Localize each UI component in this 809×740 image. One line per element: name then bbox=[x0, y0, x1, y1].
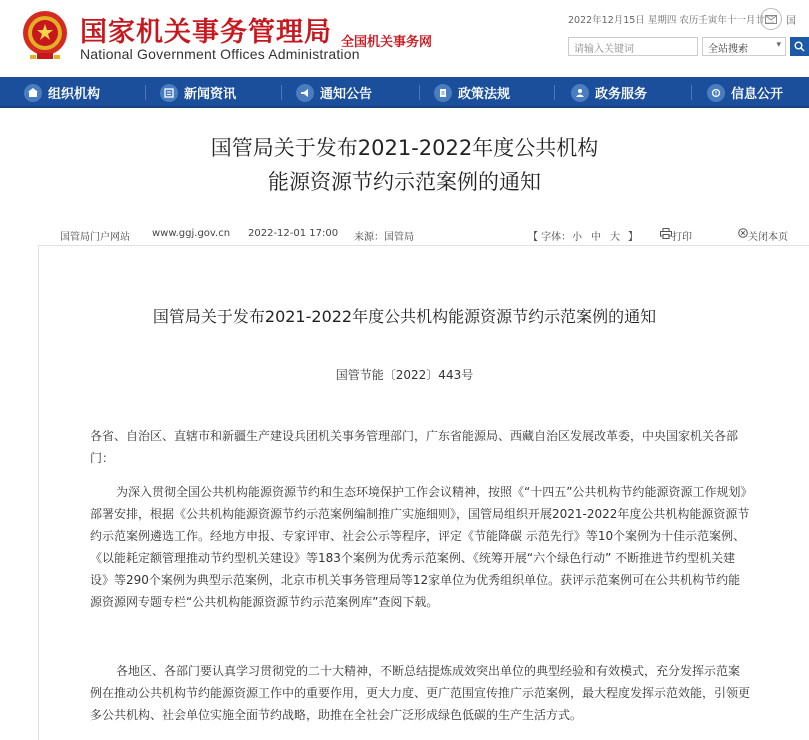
meta-site: 国管局门户网站 bbox=[60, 232, 130, 243]
document-title: 国管局关于发布2021-2022年度公共机构能源资源节约示范案例的通知 bbox=[152, 307, 657, 326]
search-button[interactable] bbox=[790, 37, 809, 56]
policy-icon bbox=[434, 84, 452, 102]
search-scope-label: 全站搜索 bbox=[708, 44, 748, 55]
mail-label[interactable]: 国 bbox=[786, 16, 796, 27]
service-icon bbox=[571, 84, 589, 102]
nav-item-service[interactable] bbox=[571, 77, 647, 108]
notice-icon bbox=[296, 84, 314, 102]
nav-item-news[interactable] bbox=[160, 77, 236, 108]
paragraph-body: 为深入贯彻全国公共机构能源资源节约和生态环境保护工作会议精神，按照《“十四五”公共机构节约能源资源工作规划》部署安排，根据《公共机构能源资源节约示范案例编制推广实施细则》，国管局组织开展2021-2022年度公共机构能源资源节约示范案例遴选工作。经地方申报、专家评审、社会公示等程序，评定《节能降碳 示范先行》等10个案例为十佳示范案例、《以能耗定额管理推动节约型机关建设》等183个案例为优秀示范案例、《统筹开展“六个绿色行动” 不断推进节约型机关建设》等290个案例为典型示范案例，北京市机关事务管理局等12家单位为优秀组织单位。获评示范案例可在公共机构节约能源资源网专题专栏“公共机构能源资源节约示范案例库”查阅下载。 bbox=[90, 485, 750, 609]
search-scope-select[interactable] bbox=[702, 37, 786, 56]
nav-label: 政策法规 bbox=[458, 87, 511, 102]
nav-item-notice[interactable] bbox=[296, 77, 372, 108]
close-page-button[interactable] bbox=[738, 228, 788, 243]
site-header bbox=[0, 0, 809, 77]
article-meta bbox=[0, 228, 809, 242]
paragraph-addressees: 各省、自治区、直辖市和新疆生产建设兵团机关事务管理部门，广东省能源局、西藏自治区发展改革委，中央国家机关各部门： bbox=[90, 429, 739, 465]
nav-item-disclosure[interactable] bbox=[707, 77, 783, 108]
nav-divider bbox=[281, 85, 282, 100]
nav-divider bbox=[145, 85, 146, 100]
meta-datetime: 2022-12-01 17:00 bbox=[248, 228, 339, 239]
slogan-link[interactable]: 全国机关事务网 bbox=[341, 35, 433, 50]
font-size-close: 】 bbox=[628, 232, 638, 243]
disclosure-icon bbox=[707, 84, 725, 102]
nav-item-policy[interactable] bbox=[434, 77, 510, 108]
meta-source: 来源：国管局 bbox=[354, 232, 414, 243]
font-small-link[interactable]: 小 bbox=[572, 232, 582, 243]
close-page-label: 关闭本页 bbox=[748, 232, 788, 243]
main-nav bbox=[0, 77, 809, 108]
nav-label: 通知公告 bbox=[320, 87, 373, 102]
close-icon bbox=[738, 228, 748, 238]
news-icon bbox=[160, 84, 178, 102]
nav-label: 新闻资讯 bbox=[184, 87, 237, 102]
nav-label: 信息公开 bbox=[731, 87, 784, 102]
nav-item-organization[interactable] bbox=[24, 77, 100, 108]
site-name-cn[interactable]: 国家机关事务管理局 bbox=[80, 17, 332, 48]
document-number: 国管节能〔2022〕443号 bbox=[335, 368, 474, 382]
article-title-line2: 能源资源节约示范案例的通知 bbox=[268, 170, 541, 194]
search-input[interactable]: 请输入关键词 bbox=[568, 37, 698, 56]
print-button[interactable] bbox=[660, 228, 692, 243]
organization-icon bbox=[24, 84, 42, 102]
mail-icon[interactable] bbox=[760, 8, 782, 30]
chevron-down-icon: ▾ bbox=[776, 40, 781, 50]
printer-icon bbox=[660, 228, 672, 239]
nav-divider bbox=[691, 85, 692, 100]
font-size-label: 【 字体： bbox=[528, 232, 572, 243]
article-title bbox=[0, 131, 809, 199]
search-icon bbox=[794, 41, 805, 52]
print-label: 打印 bbox=[672, 232, 692, 243]
national-emblem-icon[interactable] bbox=[20, 9, 70, 61]
nav-divider bbox=[419, 85, 420, 100]
nav-label: 组织机构 bbox=[48, 87, 101, 102]
article-title-line1: 国管局关于发布2021-2022年度公共机构 bbox=[210, 136, 599, 160]
date-line: 2022年12月15日 星期四 农历壬寅年十一月廿二 bbox=[568, 15, 775, 26]
site-name-en: National Government Offices Administration bbox=[80, 46, 360, 62]
paragraph-requirements: 各地区、各部门要认真学习贯彻党的二十大精神，不断总结提炼成效突出单位的典型经验和有效模式，充分发挥示范案例在推动公共机构节约能源资源工作中的重要作用，更大力度、更广范围宣传推广示范案例，最大程度发挥示范效能，引领更多公共机构、社会单位实施全面节约战略，助推在全社会广泛形成绿色低碳的生产生活方式。 bbox=[90, 664, 751, 722]
nav-divider bbox=[554, 85, 555, 100]
font-medium-link[interactable]: 中 bbox=[591, 232, 601, 243]
meta-url: www.ggj.gov.cn bbox=[152, 228, 231, 239]
nav-label: 政务服务 bbox=[595, 87, 648, 102]
font-large-link[interactable]: 大 bbox=[610, 232, 620, 243]
